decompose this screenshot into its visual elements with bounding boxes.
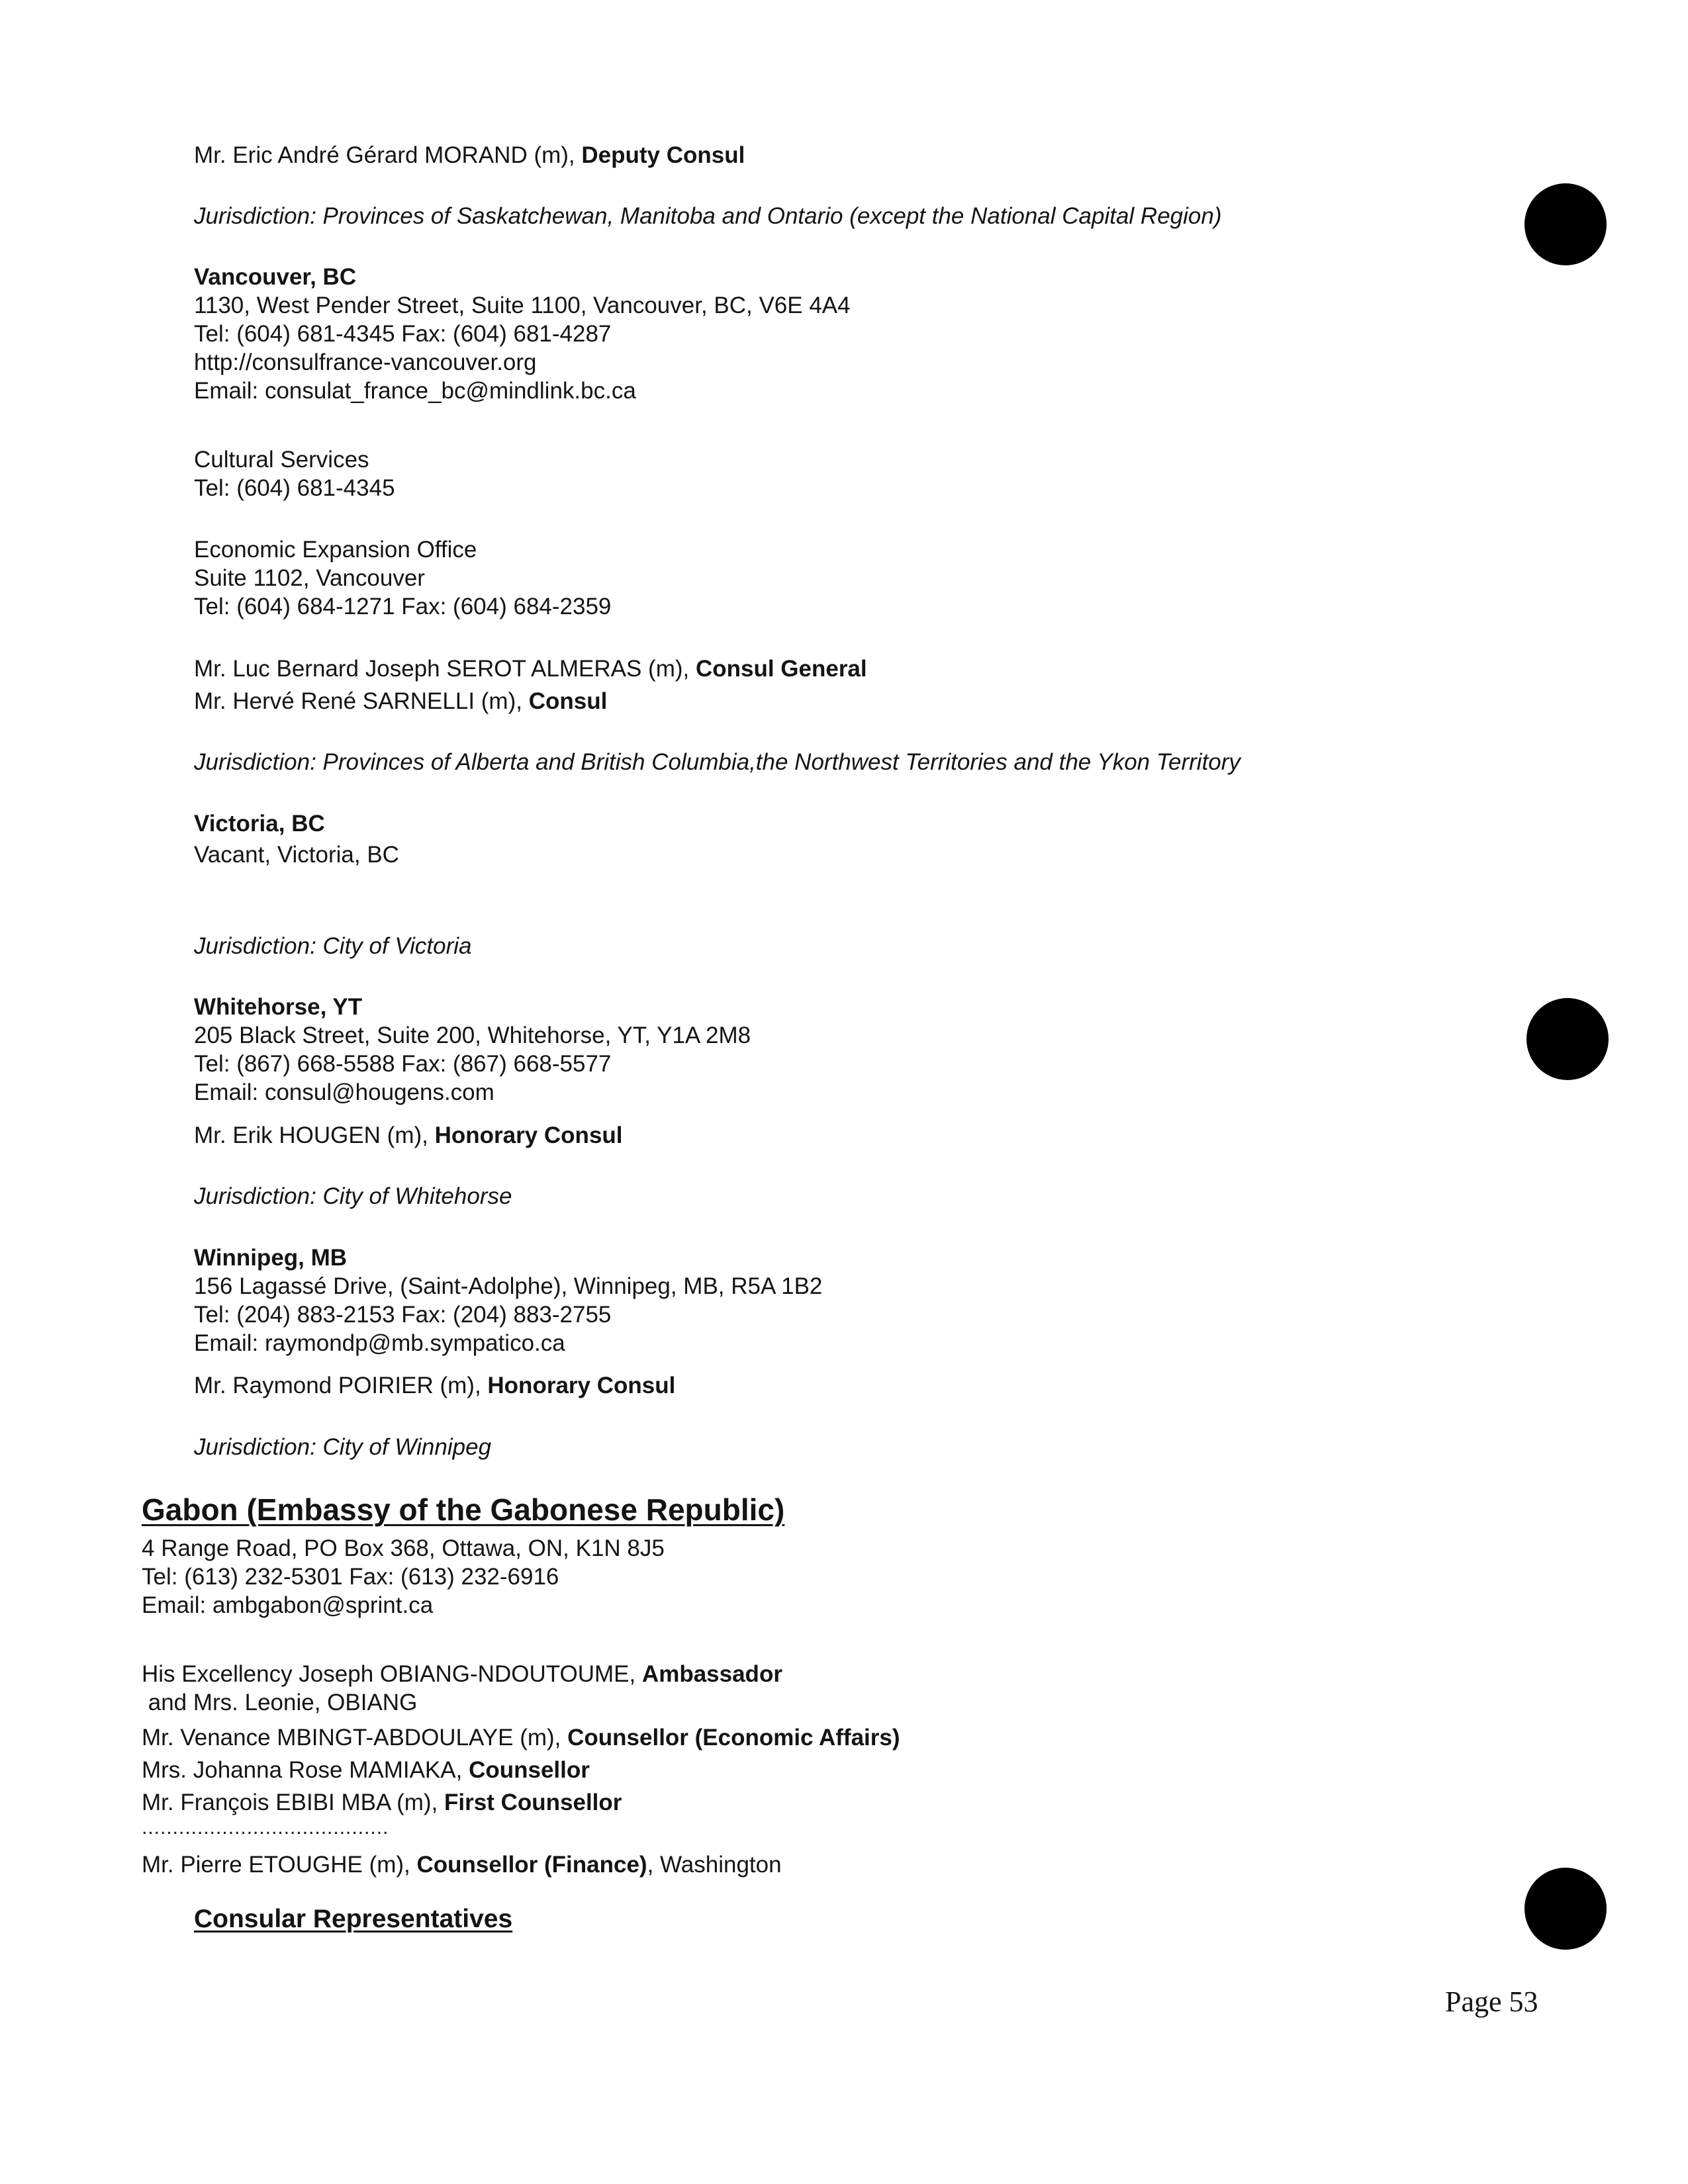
person-hougen [194,1122,623,1150]
winnipeg-heading: Winnipeg, MB [194,1245,348,1271]
person-sarnelli [194,688,607,715]
person-name: Mrs. Johanna Rose MAMIAKA, [142,1757,469,1783]
person-mbingt-abdoulaye [142,1724,900,1752]
person-name: Mr. Luc Bernard Joseph SEROT ALMERAS (m), [194,656,696,682]
economic-office-tel: Tel: (604) 684-1271 Fax: (604) 684-2359 [194,594,612,619]
person-title: Ambassador [641,1661,782,1687]
person-name: Mr. Raymond POIRIER (m), [194,1373,488,1398]
economic-office-label: Economic Expansion Office [194,537,477,563]
person-title: Honorary Consul [487,1373,676,1398]
gabon-address: 4 Range Road, PO Box 368, Ottawa, ON, K1N 8J5 [142,1535,665,1561]
economic-office-suite: Suite 1102, Vancouver [194,565,425,591]
person-name: Mr. Erik HOUGEN (m), [194,1122,435,1148]
whitehorse-heading: Whitehorse, YT [194,994,363,1020]
jurisdiction-victoria: Jurisdiction: City of Victoria [194,933,472,959]
punch-hole-middle [1526,998,1609,1080]
person-obiang-ndoutoume [142,1661,782,1688]
victoria-line: Vacant, Victoria, BC [194,842,399,868]
winnipeg-tel: Tel: (204) 883-2153 Fax: (204) 883-2755 [194,1302,612,1328]
person-name: Mr. Venance MBINGT-ABDOULAYE (m), [142,1725,568,1751]
person-mamiaka [142,1756,590,1784]
vancouver-email: Email: consulat_france_bc@mindlink.bc.ca [194,378,636,404]
vancouver-tel: Tel: (604) 681-4345 Fax: (604) 681-4287 [194,321,612,347]
person-title: Consul [528,688,608,714]
victoria-heading: Victoria, BC [194,811,325,837]
whitehorse-address: 205 Black Street, Suite 200, Whitehorse, YT, Y1A 2M8 [194,1023,751,1048]
person-name: His Excellency Joseph OBIANG-NDOUTOUME, [142,1661,642,1687]
jurisdiction-winnipeg: Jurisdiction: City of Winnipeg [194,1434,492,1460]
person-morand [194,142,745,169]
person-title: Honorary Consul [434,1122,623,1148]
cultural-services-tel: Tel: (604) 681-4345 [194,475,395,501]
person-serot-almeras [194,655,867,683]
punch-hole-top [1524,183,1607,265]
person-title: Consul General [695,656,867,682]
gabon-email: Email: ambgabon@sprint.ca [142,1592,434,1618]
person-name: Mr. Hervé René SARNELLI (m), [194,688,529,714]
person-name: Mr. François EBIBI MBA (m), [142,1790,445,1815]
gabon-heading: Gabon (Embassy of the Gabonese Republic) [142,1492,785,1527]
person-title: First Counsellor [444,1790,622,1815]
page-number: Page 53 [1445,1985,1538,2018]
person-title: Counsellor [469,1757,590,1783]
winnipeg-email: Email: raymondp@mb.sympatico.ca [194,1330,565,1356]
vancouver-address: 1130, West Pender Street, Suite 1100, Vancouver, BC, V6E 4A4 [194,293,851,318]
winnipeg-address: 156 Lagassé Drive, (Saint-Adolphe), Winnipeg, MB, R5A 1B2 [194,1273,823,1299]
vancouver-heading: Vancouver, BC [194,264,357,290]
consular-representatives-heading: Consular Representatives [194,1905,513,1933]
person-location: , Washington [647,1852,782,1878]
jurisdiction-toronto: Jurisdiction: Provinces of Saskatchewan, Manitoba and Ontario (except the National Capital Region) [194,203,1222,229]
person-etoughe [142,1851,782,1879]
vancouver-web: http://consulfrance-vancouver.org [194,349,537,375]
dotted-separator: ........................................ [142,1817,389,1839]
cultural-services-label: Cultural Services [194,447,369,473]
person-name: Mr. Pierre ETOUGHE (m), [142,1852,417,1878]
jurisdiction-vancouver: Jurisdiction: Provinces of Alberta and British Columbia,the Northwest Territories and the Ykon Territory [194,749,1241,775]
person-title: Counsellor (Finance) [416,1852,647,1878]
whitehorse-tel: Tel: (867) 668-5588 Fax: (867) 668-5577 [194,1051,612,1077]
punch-hole-bottom [1524,1868,1607,1950]
person-ebibi-mba [142,1789,622,1817]
person-title: Counsellor (Economic Affairs) [567,1725,900,1751]
gabon-tel: Tel: (613) 232-5301 Fax: (613) 232-6916 [142,1564,559,1590]
person-poirier [194,1372,675,1400]
person-name: Mr. Eric André Gérard MORAND (m), [194,142,582,168]
person-title: Deputy Consul [581,142,745,168]
jurisdiction-whitehorse: Jurisdiction: City of Whitehorse [194,1183,512,1209]
person-spouse: and Mrs. Leonie, OBIANG [142,1690,418,1715]
whitehorse-email: Email: consul@hougens.com [194,1079,494,1105]
